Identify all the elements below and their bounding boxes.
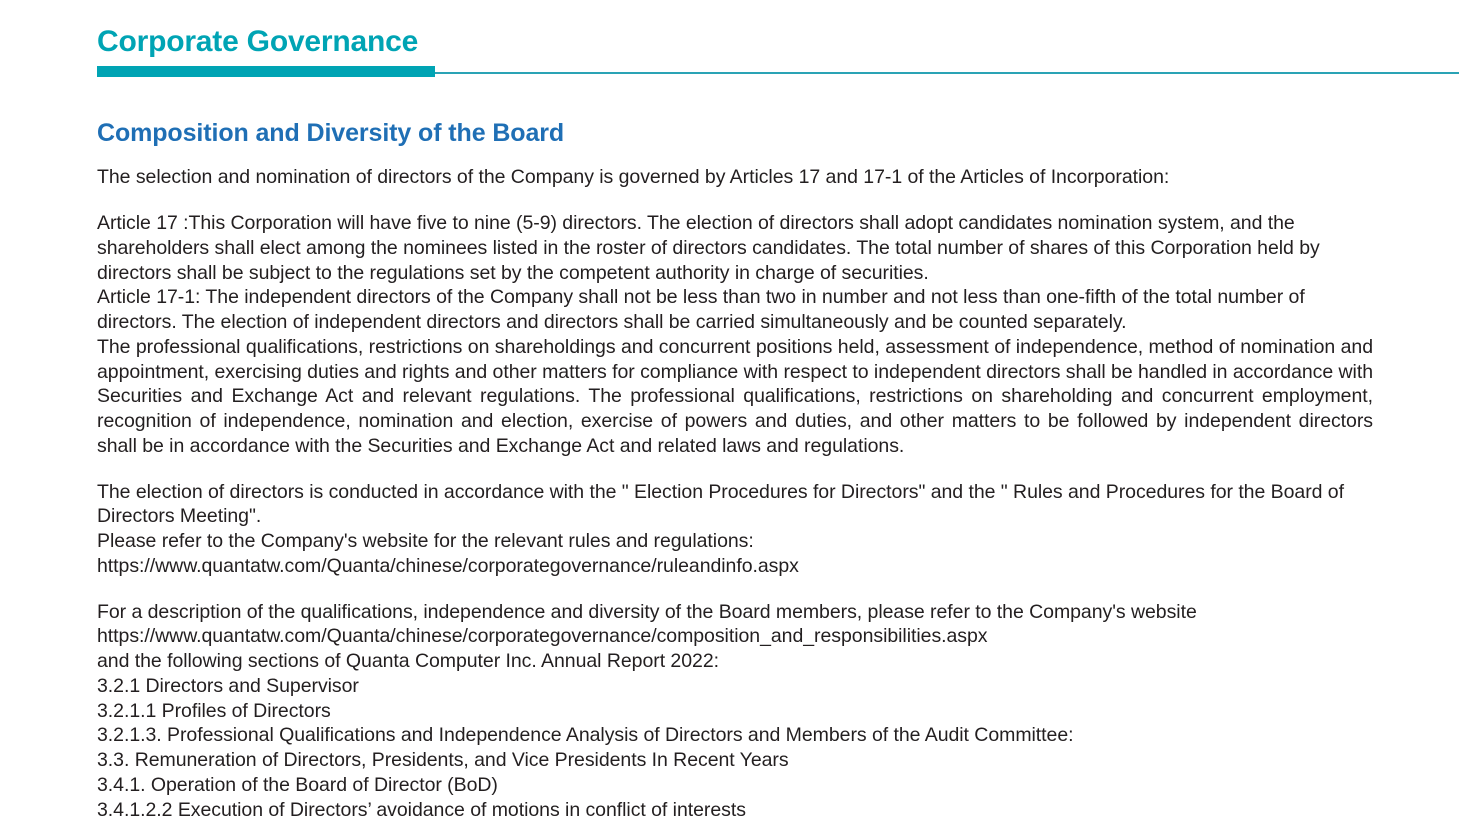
document-body — [97, 118, 1373, 822]
intro-paragraph: The selection and nomination of directors of the Company is governed by Articles 17 and 17-1 of the Articles of Incorporation: — [97, 166, 1170, 189]
report-section-item: 3.2.1 Directors and Supervisor — [97, 674, 359, 697]
annual-report-intro: and the following sections of Quanta Computer Inc. Annual Report 2022: — [97, 650, 719, 672]
title-divider — [97, 65, 1465, 79]
professional-qualifications-paragraph: The professional qualifications, restrictions on shareholdings and concurrent positions held, assessment of independence, method of nomination and appointment, exercising duties and rights and other matters for compliance with respect to independent directors shall be handled in accordance with Securities and Exchange Act and relevant regulations. The professional qualifications, restrictions on shareholding and concurrent employment, recognition of independence, nomination and election, exercise of powers and duties, and other matters to be followed by independent directors shall be in accordance with the Securities and Exchange Act and related laws and regulations. — [97, 335, 1374, 457]
spacer — [97, 459, 1373, 480]
report-section-item: 3.4.1. Operation of the Board of Director (BoD) — [97, 773, 498, 796]
section-heading: Composition and Diversity of the Board — [97, 119, 565, 147]
composition-responsibilities-url[interactable]: https://www.quantatw.com/Quanta/chinese/corporategovernance/composition_and_responsibilities.aspx — [97, 625, 988, 648]
article-17-1-paragraph: Article 17-1: The independent directors of the Company shall not be less than two in number and not less than one-fifth of the total number of directors. The election of independent directors and directors shall be carried simultaneously and be counted separately. — [97, 286, 1305, 333]
board-members-intro: For a description of the qualifications, independence and diversity of the Board members, please refer to the Company's website — [97, 600, 1197, 623]
election-procedures-paragraph: The election of directors is conducted in accordance with the " Election Procedures for Directors" and the " Rules and Procedures for the Board of Directors Meeting". — [97, 480, 1344, 528]
rules-and-info-url[interactable]: https://www.quantatw.com/Quanta/chinese/corporategovernance/ruleandinfo.aspx — [97, 554, 799, 577]
report-section-item: 3.4.1.2.2 Execution of Directors’ avoidance of motions in conflict of interests — [97, 798, 746, 821]
page-title: Corporate Governance — [97, 25, 419, 58]
report-section-item: 3.2.1.1 Profiles of Directors — [97, 699, 331, 722]
title-divider-thick-bar — [97, 66, 435, 77]
refer-rules-label: Please refer to the Company's website for the relevant rules and regulations: — [97, 530, 754, 552]
report-section-item: 3.3. Remuneration of Directors, Presidents, and Vice Presidents In Recent Years — [97, 749, 789, 771]
report-section-item: 3.2.1.3. Professional Qualifications and Independence Analysis of Directors and Members of the Audit Committee: — [97, 724, 1074, 747]
spacer — [97, 190, 1373, 211]
article-17-paragraph: Article 17 :This Corporation will have five to nine (5-9) directors. The election of directors shall adopt candidates nomination system, and the shareholders shall elect among the nominees listed in the roster of directors candidates. The total number of shares of this Corporation held by directors shall be subject to the regulations set by the competent authority in charge of securities. — [97, 212, 1320, 284]
spacer — [97, 579, 1373, 600]
title-block — [97, 24, 1465, 79]
